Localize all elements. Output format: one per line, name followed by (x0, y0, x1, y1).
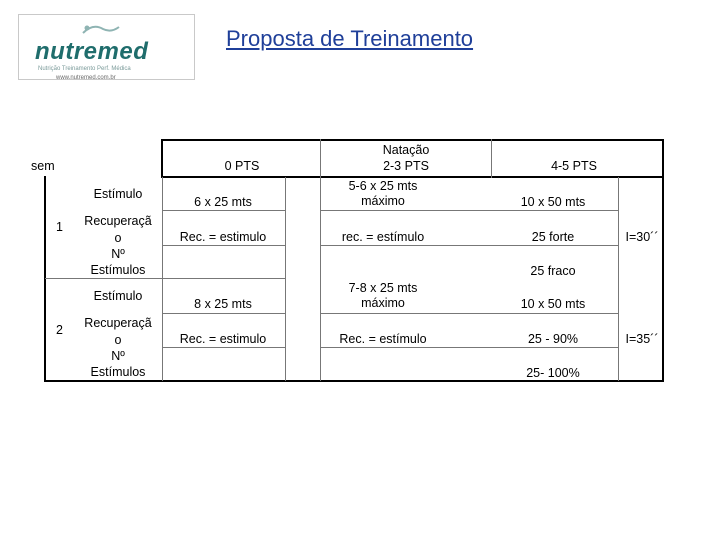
w2-23pts-stimulus-wrap: máximo (361, 296, 405, 310)
grid-line (285, 177, 286, 381)
w1-45pts-recovery: 25 forte (531, 230, 575, 244)
grid-line (161, 139, 163, 178)
header-sport: Natação (382, 143, 430, 157)
w2-0pts-stimulus: 8 x 25 mts (194, 297, 252, 311)
grid-line (162, 347, 286, 348)
logo-wordmark: nutremed (35, 38, 149, 65)
w1-23pts-recovery: rec. = estímulo (341, 230, 425, 244)
row-label-count-wrap: Estímulos (90, 365, 146, 379)
row-label-recovery-wrap: o (114, 231, 122, 245)
w1-45pts-stimulus: 10 x 50 mts (520, 195, 586, 209)
w2-45pts-stimulus: 10 x 50 mts (520, 297, 586, 311)
w2-interval: I=35´´ (625, 332, 659, 346)
row-label-stimulus: Estímulo (93, 289, 143, 303)
row-label-count: Nº (111, 349, 125, 363)
grid-line (320, 177, 321, 381)
grid-line (162, 177, 163, 381)
w1-45pts-count: 25 fraco (530, 264, 576, 278)
logo-tagline: Nutrição Treinamento Perf. Médica (38, 66, 131, 72)
w1-0pts-stimulus: 6 x 25 mts (194, 195, 252, 209)
w1-23pts-stimulus: 5-6 x 25 mts (348, 179, 418, 193)
week-2-label: 2 (56, 323, 63, 337)
grid-line (618, 177, 619, 381)
row-label-count: Nº (111, 247, 125, 261)
sem-header: sem (31, 159, 55, 173)
w1-23pts-stimulus-wrap: máximo (361, 194, 405, 208)
grid-line (162, 210, 286, 211)
w2-45pts-count: 25- 100% (526, 366, 580, 380)
row-label-stimulus: Estímulo (93, 187, 143, 201)
w2-23pts-stimulus: 7-8 x 25 mts (348, 281, 418, 295)
w1-0pts-recovery: Rec. = estimulo (179, 230, 267, 244)
row-label-recovery: Recuperaçã (84, 214, 152, 228)
company-logo (18, 14, 195, 80)
grid-line (320, 139, 321, 178)
grid-line (162, 245, 286, 246)
grid-line (161, 139, 664, 141)
logo-url: www.nutremed.com.br (56, 75, 116, 81)
grid-line (161, 176, 664, 178)
grid-line (320, 210, 618, 211)
grid-line (162, 313, 286, 314)
grid-line (44, 176, 46, 382)
week-1-label: 1 (56, 220, 63, 234)
row-label-recovery: Recuperaçã (84, 316, 152, 330)
w2-23pts-recovery: Rec. = estímulo (339, 332, 427, 346)
header-0-pts: 0 PTS (224, 159, 260, 173)
grid-line (320, 313, 618, 314)
logo-swoosh-icon (81, 23, 121, 37)
w1-interval: I=30´´ (625, 230, 659, 244)
page-title: Proposta de Treinamento (226, 26, 474, 51)
w2-0pts-recovery: Rec. = estimulo (179, 332, 267, 346)
w2-45pts-recovery: 25 - 90% (527, 332, 579, 346)
row-label-recovery-wrap: o (114, 333, 122, 347)
grid-line (320, 347, 618, 348)
grid-line (45, 278, 163, 279)
header-2-3-pts: 2-3 PTS (383, 159, 429, 173)
grid-line (320, 245, 618, 246)
grid-line (162, 278, 286, 279)
header-4-5-pts: 4-5 PTS (551, 159, 597, 173)
grid-line (491, 139, 492, 178)
row-label-count-wrap: Estímulos (90, 263, 146, 277)
